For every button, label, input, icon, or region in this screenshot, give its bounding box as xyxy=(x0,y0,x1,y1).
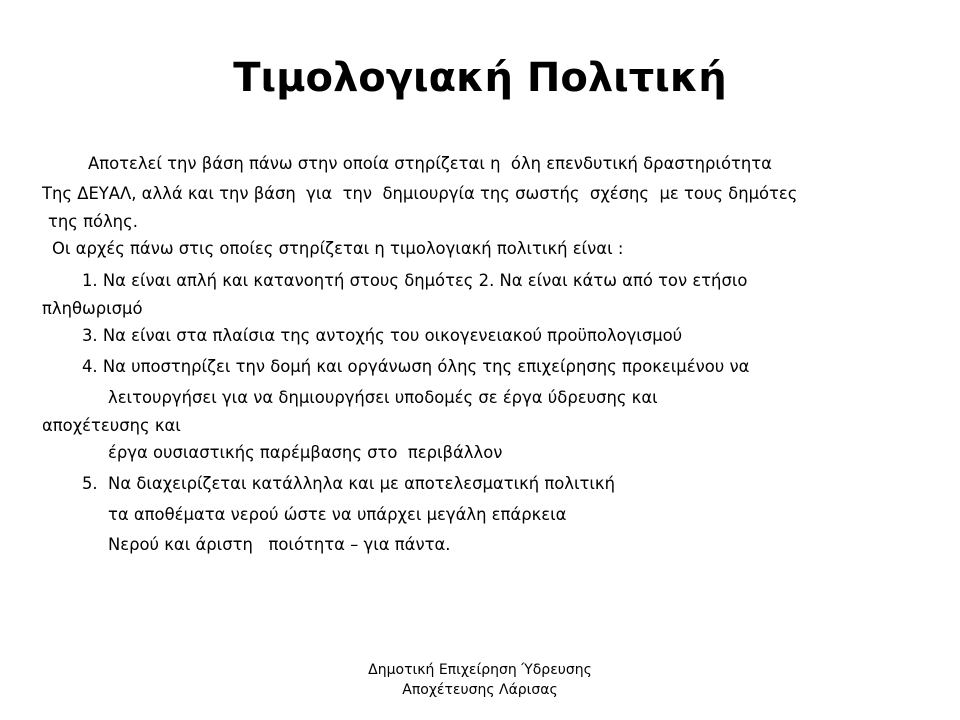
footer-line-2: Αποχέτευσης Λάρισας xyxy=(402,682,558,698)
body-line: 4. Να υποστηρίζει την δομή και οργάνωση όλης της επιχείρησης προκειμένου να xyxy=(82,357,750,376)
body-line: Αποτελεί την βάση πάνω στην οποία στηρίζεται η όλη επενδυτική δραστηριότητα xyxy=(88,154,772,173)
body-line: Της ΔΕΥΑΛ, αλλά και την βάση για την δημιουργία της σωστής σχέσης με τους δημότες xyxy=(42,184,798,203)
body-line: πληθωρισμό xyxy=(42,299,143,318)
body-line: αποχέτευσης και xyxy=(42,416,181,435)
body-line: τα αποθέματα νερού ώστε να υπάρχει μεγάλη επάρκεια xyxy=(108,505,567,524)
body-line: λειτουργήσει για να δημιουργήσει υποδομές σε έργα ύδρευσης και xyxy=(108,388,658,407)
body-line: Οι αρχές πάνω στις οποίες στηρίζεται η τιμολογιακή πολιτική είναι : xyxy=(52,239,624,258)
body-line: 1. Να είναι απλή και κατανοητή στους δημότες 2. Να είναι κάτω από τον ετήσιο xyxy=(82,271,748,290)
body-line: 5. Να διαχειρίζεται κατάλληλα και με αποτελεσματική πολιτική xyxy=(82,474,615,493)
body-line: 3. Να είναι στα πλαίσια της αντοχής του οικογενειακού προϋπολογισμού xyxy=(82,326,683,345)
slide-title: Τιμολογιακή Πολιτική xyxy=(233,55,727,101)
footer-line-1: Δημοτική Επιχείρηση Ύδρευσης xyxy=(368,662,592,678)
body-line: Νερού και άριστη ποιότητα – για πάντα. xyxy=(108,535,451,554)
body-line: έργα ουσιαστικής παρέμβασης στο περιβάλλον xyxy=(108,443,503,462)
body-line: της πόλης. xyxy=(48,212,138,231)
